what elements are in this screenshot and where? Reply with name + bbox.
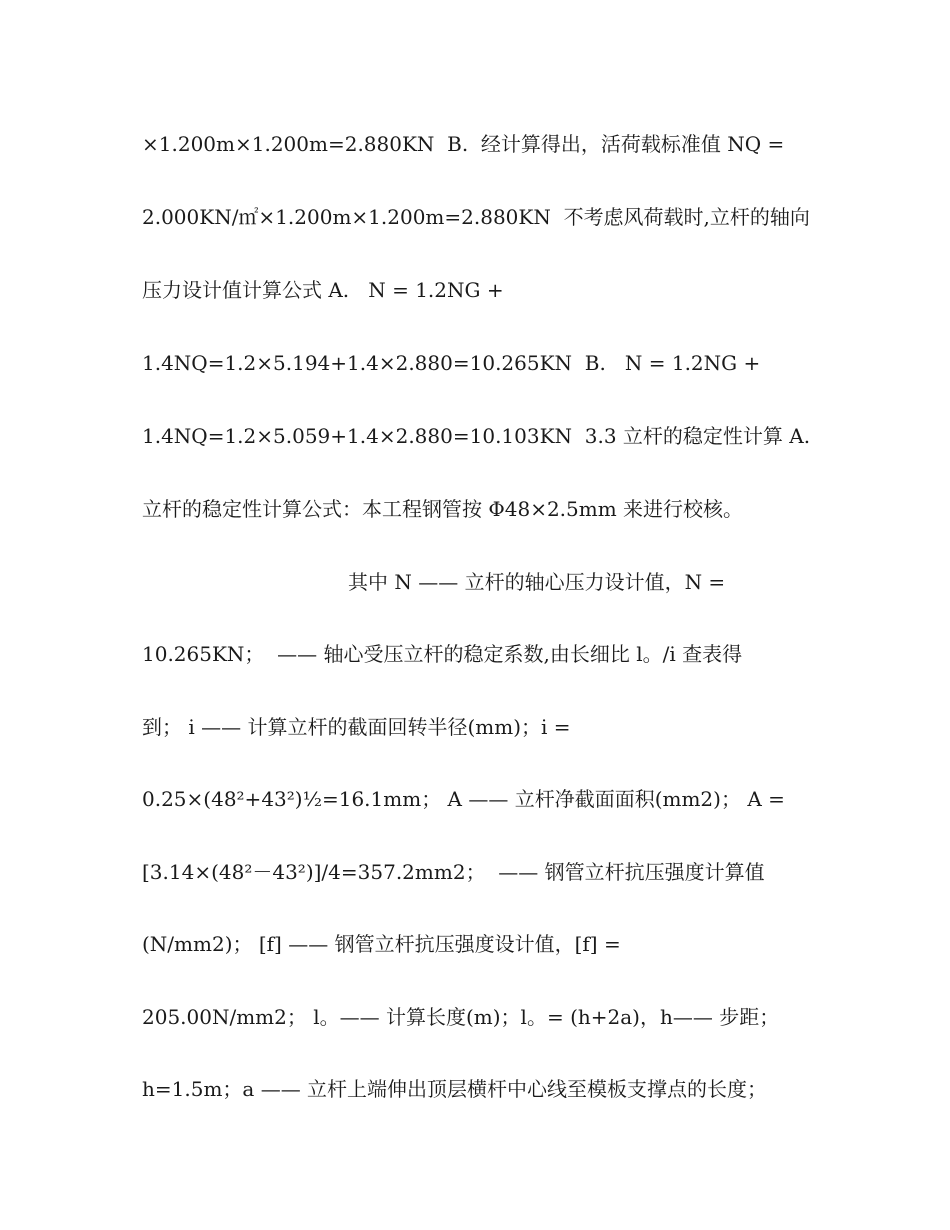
text-line-2: 2.000KN/㎡×1.200m×1.200m=2.880KN 不考虑风荷载时,立杆的轴向 (142, 205, 810, 229)
text-line-14: h=1.5m；a —— 立杆上端伸出顶层横杆中心线至模板支撑点的长度； (142, 1077, 768, 1101)
text-line-6: 立杆的稳定性计算公式：本工程钢管按 Φ48×2.5mm 来进行校核。 (142, 497, 744, 521)
text-line-7: 其中 N —— 立杆的轴心压力设计值，N = (348, 570, 726, 594)
text-line-8: 10.265KN； —— 轴心受压立杆的稳定系数,由长细比 l。/i 查表得 (142, 642, 743, 666)
text-line-3: 压力设计值计算公式 A. N = 1.2NG + (142, 278, 504, 302)
text-line-12: (N/mm2)； [f] —— 钢管立杆抗压强度设计值，[f] = (142, 932, 621, 956)
text-line-1: ×1.200m×1.200m=2.880KN B. 经计算得出，活荷载标准值 NQ = (142, 132, 785, 156)
text-line-13: 205.00N/mm2； l。—— 计算长度(m)；l。= (h+2a)，h—— 步距； (142, 1005, 780, 1029)
text-line-11: [3.14×(48²－43²)]/4=357.2mm2； —— 钢管立杆抗压强度计算值 (142, 860, 765, 884)
text-line-9: 到； i —— 计算立杆的截面回转半径(mm)；i = (142, 715, 571, 739)
text-line-5: 1.4NQ=1.2×5.059+1.4×2.880=10.103KN 3.3 立杆的稳定性计算 A. (142, 424, 811, 448)
text-line-4: 1.4NQ=1.2×5.194+1.4×2.880=10.265KN B. N = 1.2NG + (142, 351, 761, 375)
text-line-10: 0.25×(48²+43²)½=16.1mm； A —— 立杆净截面面积(mm2)； A = (142, 787, 785, 811)
